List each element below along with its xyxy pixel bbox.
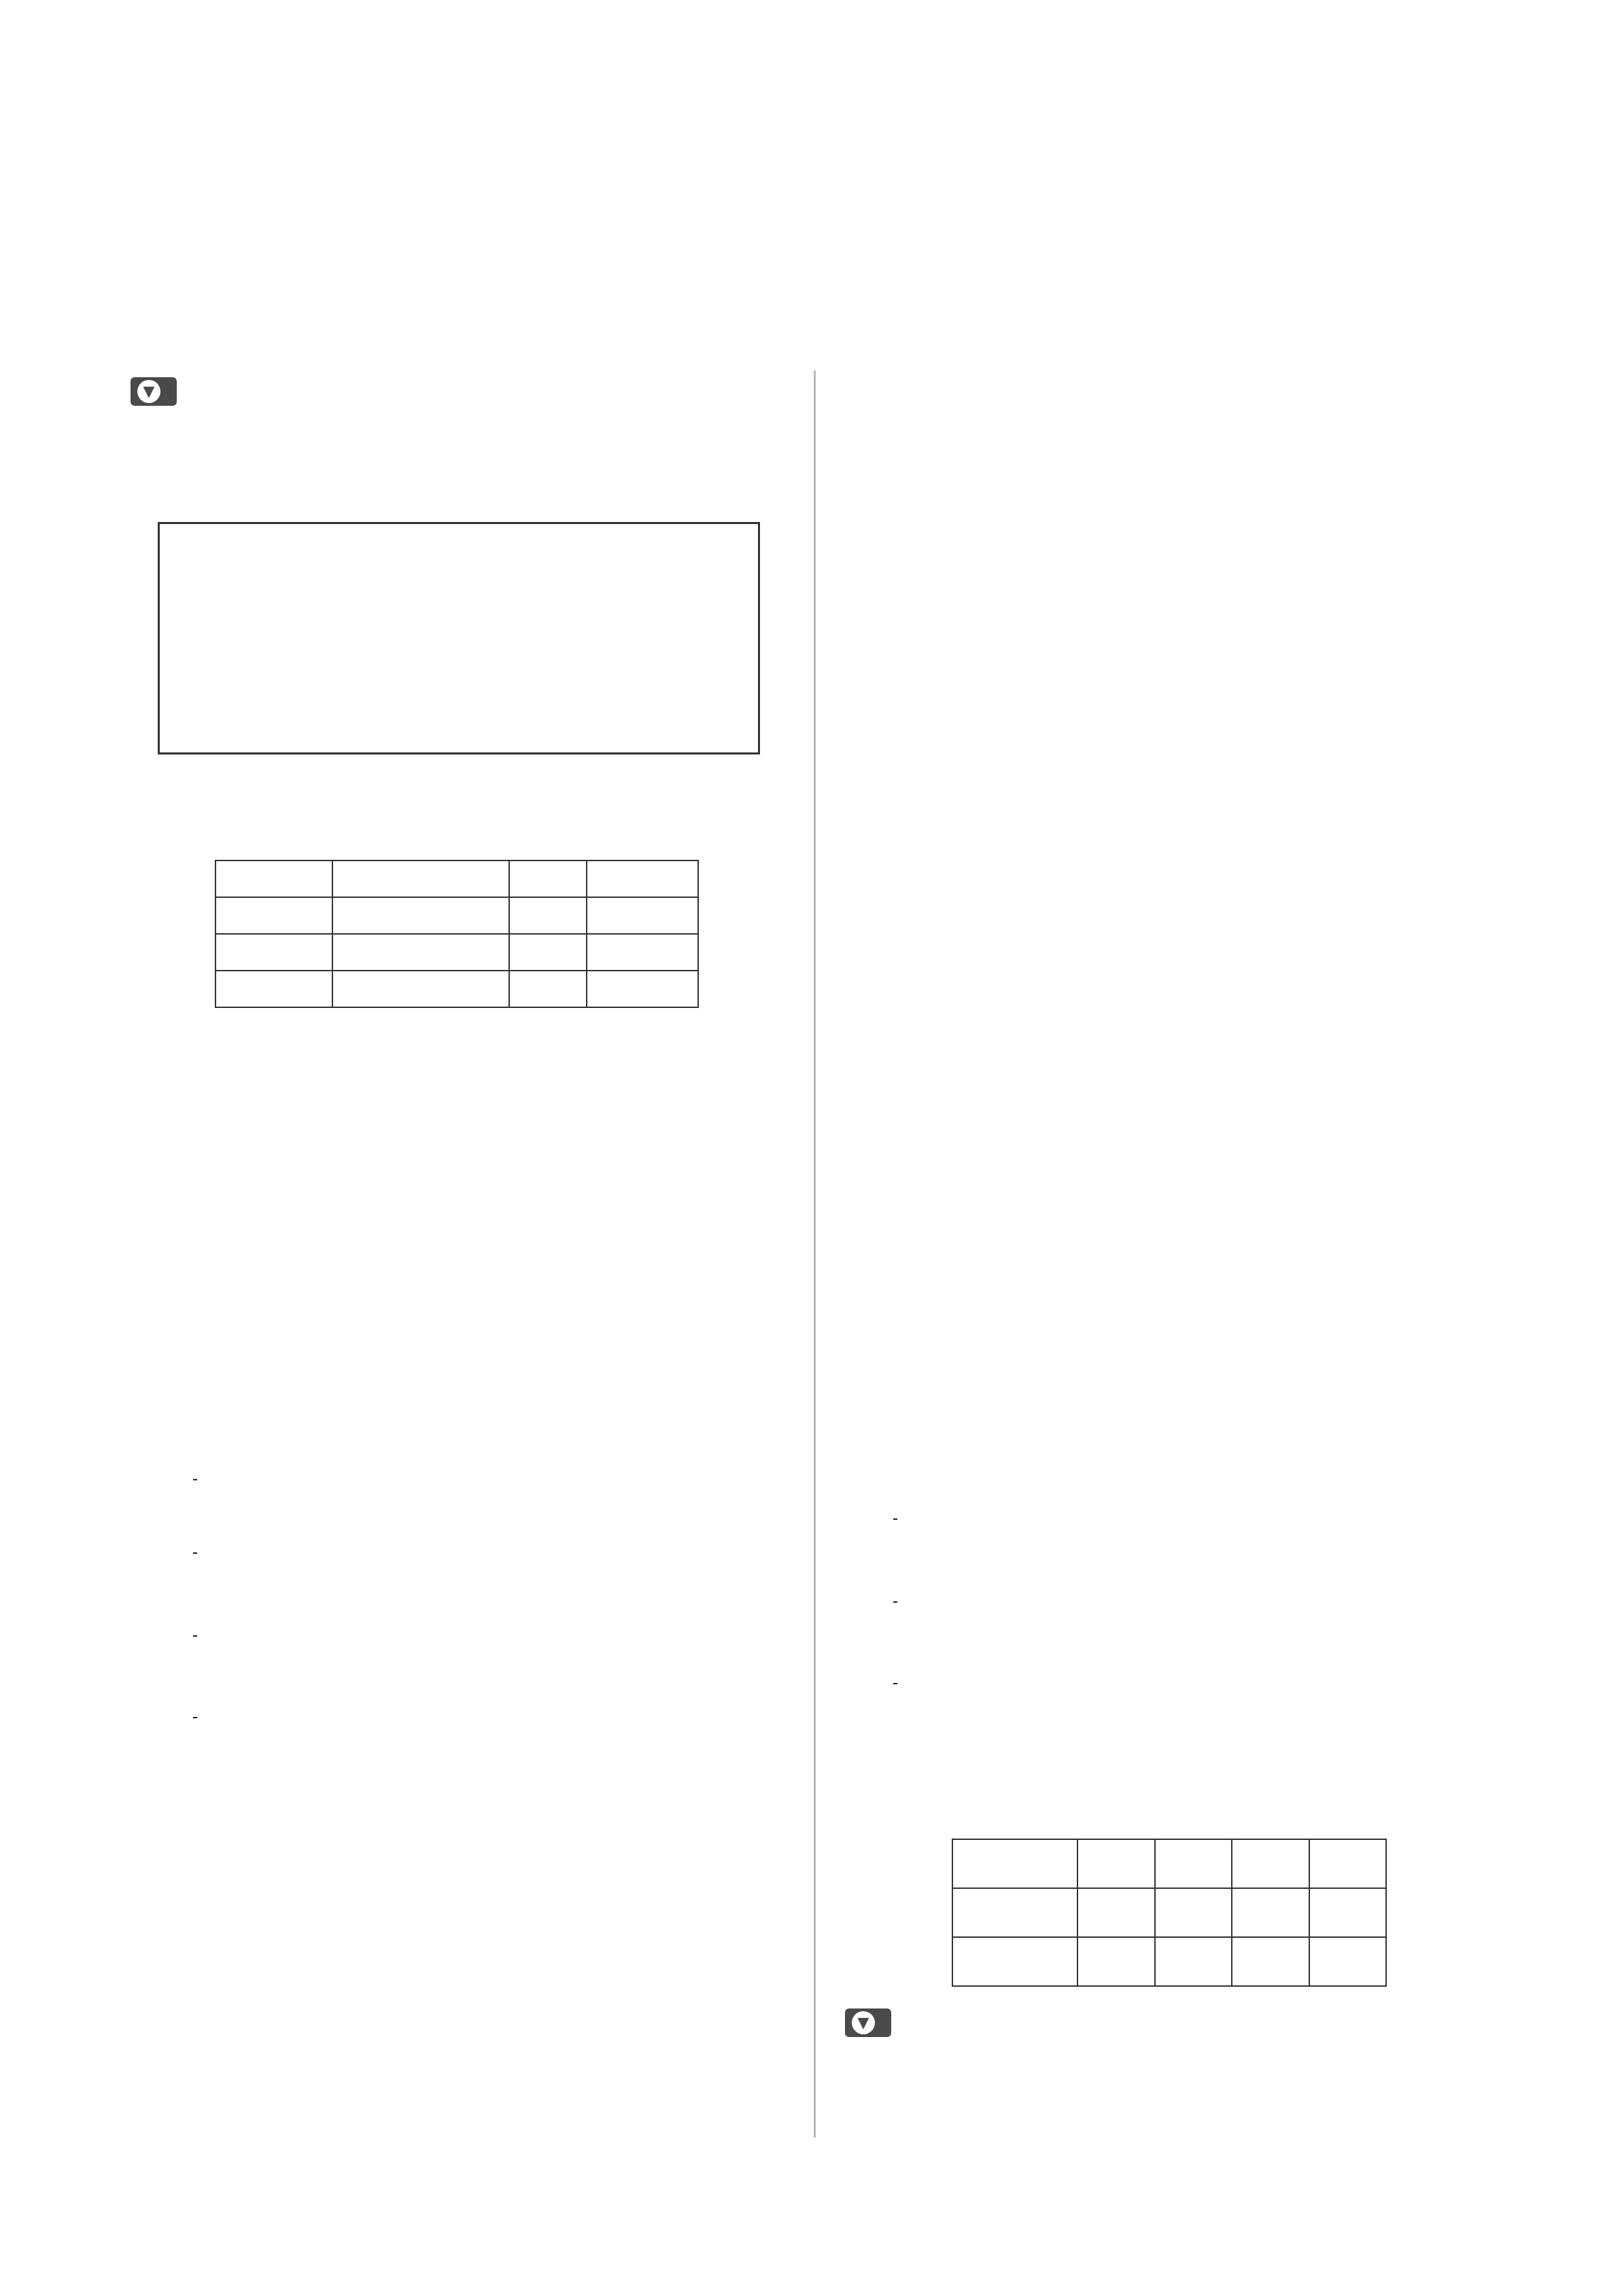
table-cell	[215, 897, 332, 934]
fraction	[193, 1552, 197, 1554]
chapter-header	[129, 124, 150, 163]
calc-basketball	[190, 1618, 200, 1650]
calc-volleyball	[190, 1699, 200, 1732]
table-row	[215, 934, 698, 971]
calc-football	[190, 1461, 200, 1494]
numerator	[193, 1717, 197, 1718]
table-cell	[215, 934, 332, 971]
hit-jia	[891, 1501, 900, 1533]
chevron-down-icon: ▼	[137, 380, 160, 403]
calc-pingpong	[190, 1535, 200, 1567]
table-header	[1155, 1839, 1232, 1888]
table-cell	[509, 934, 587, 971]
fraction	[193, 1479, 197, 1480]
numerator	[893, 1518, 897, 1520]
table-cell	[332, 897, 509, 934]
numerator	[193, 1479, 197, 1480]
table-cell	[1155, 1888, 1232, 1937]
table-cell	[1232, 1888, 1309, 1937]
variant-line1	[904, 604, 931, 636]
fraction	[893, 1683, 897, 1684]
table-row	[215, 971, 698, 1007]
hit-bing	[891, 1665, 900, 1698]
example2-line	[190, 1315, 218, 1348]
column-divider	[814, 370, 816, 2138]
table-cell	[1309, 1937, 1387, 1986]
table-cell	[509, 971, 587, 1007]
table-header	[587, 860, 698, 897]
table-cell	[1309, 1888, 1387, 1937]
fraction	[193, 1635, 197, 1637]
ball-pie-chart	[1026, 370, 1312, 595]
hit-yi	[891, 1584, 900, 1616]
table-row	[215, 897, 698, 934]
activity-pie-chart	[1074, 833, 1285, 1043]
hit-table	[952, 1839, 1387, 1987]
numerator	[193, 1552, 197, 1554]
table-header	[952, 1839, 1077, 1888]
homework-tag	[845, 2008, 891, 2037]
table-cell	[1077, 1937, 1155, 1986]
chevron-down-icon: ▼	[852, 2011, 875, 2034]
table-row	[952, 1888, 1386, 1937]
numerator	[893, 1601, 897, 1603]
table-header	[509, 860, 587, 897]
example3-line	[904, 1057, 931, 1090]
table-cell	[332, 934, 509, 971]
table-cell	[332, 971, 509, 1007]
fraction	[893, 1601, 897, 1603]
numerator	[893, 1683, 897, 1684]
fraction	[893, 1518, 897, 1520]
table-cell	[215, 971, 332, 1007]
table-cell	[1232, 1937, 1309, 1986]
table-cell	[1077, 1888, 1155, 1937]
table-header	[1077, 1839, 1155, 1888]
table-cell	[1155, 1937, 1232, 1986]
table-header	[1309, 1839, 1387, 1888]
table-cell	[587, 897, 698, 934]
bar-chart	[258, 1071, 666, 1315]
table-header	[215, 860, 332, 897]
table-header	[1232, 1839, 1309, 1888]
table-cell	[952, 1937, 1077, 1986]
survey-box	[158, 522, 760, 754]
numerator	[193, 1635, 197, 1637]
lecture-tag	[131, 377, 177, 406]
table-cell	[952, 1888, 1077, 1937]
table-cell	[587, 971, 698, 1007]
table-header	[332, 860, 509, 897]
table-cell	[587, 934, 698, 971]
table-cell	[509, 897, 587, 934]
table-row	[952, 1937, 1386, 1986]
fraction	[193, 1717, 197, 1718]
check-line3	[840, 1446, 867, 1479]
example1-line	[190, 476, 218, 508]
book-stats-table	[215, 860, 699, 1008]
